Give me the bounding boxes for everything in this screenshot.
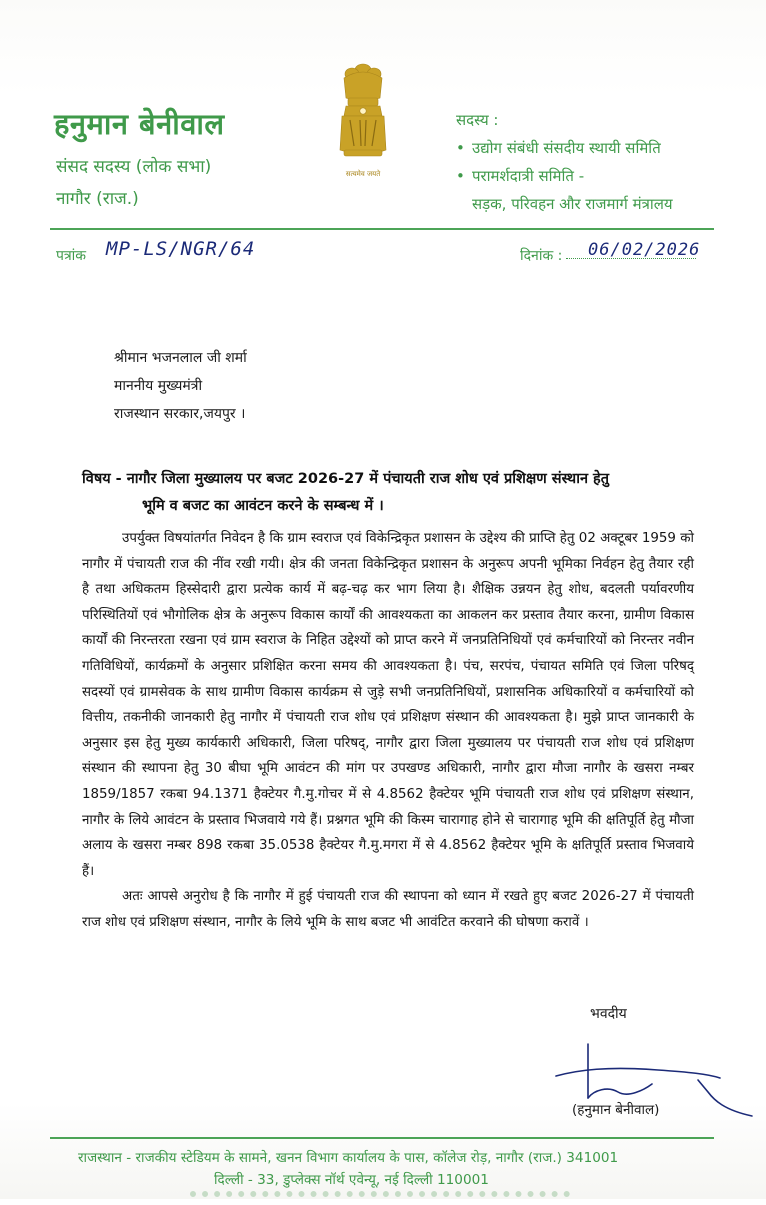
- header-divider: [50, 228, 714, 230]
- member-label: सदस्य :: [456, 111, 499, 129]
- bullet-icon: •: [456, 139, 465, 157]
- addressee-name: श्रीमान भजनलाल जी शर्मा: [114, 350, 247, 366]
- national-emblem-icon: [330, 58, 396, 188]
- committee-item-2-text: परामर्शदात्री समिति -: [472, 167, 585, 185]
- addressee-title: माननीय मुख्यमंत्री: [114, 378, 203, 394]
- footer-address-rajasthan: राजस्थान - राजकीय स्टेडियम के सामने, खनन विभाग कार्यालय के पास, कॉलेज रोड़, नागौर (राज.) 341001: [78, 1150, 619, 1166]
- footer-divider: [50, 1137, 714, 1139]
- subject-line-2: भूमि व बजट का आवंटन करने के सम्बन्ध में ।: [142, 498, 384, 514]
- subject-line-1: विषय - नागौर जिला मुख्यालय पर बजट 2026-27 में पंचायती राज शोध एवं प्रशिक्षण संस्थान हेतु: [82, 471, 610, 487]
- sender-place: नागौर (राज.): [56, 189, 139, 209]
- subject-block: [82, 466, 690, 520]
- committee-block: [456, 106, 756, 218]
- committee-item-2: [456, 162, 756, 190]
- addressee-block: [114, 344, 247, 428]
- body-paragraph-2: अतः आपसे अनुरोध है कि नागौर में हुई पंचायती राज की स्थापना को ध्यान में रखते हुए बजट 2026-27 में पंचायती राज शोध एवं प्रशिक्षण संस्थान, नागौर के लिये भूमि के साथ बजट भी आवंटित करवाने की घोषणा करावें ।: [82, 889, 694, 930]
- footer-address-delhi: दिल्ली - 33, डुप्लेक्स नॉर्थ एवेन्यू, नई दिल्ली 110001: [214, 1172, 489, 1188]
- date-label: दिनांक :: [520, 248, 563, 264]
- date-value: 06/02/2026: [588, 240, 701, 260]
- closing-salutation: भवदीय: [590, 1006, 627, 1022]
- letter-body: [82, 526, 694, 936]
- reference-number: MP-LS/NGR/64: [106, 238, 256, 260]
- sender-name: हनुमान बेनीवाल: [54, 107, 225, 141]
- signatory-name: (हनुमान बेनीवाल): [572, 1102, 660, 1118]
- reference-label: पत्रांक: [56, 248, 87, 264]
- committee-item-1: [456, 134, 756, 162]
- body-paragraph-1: उपर्युक्त विषयांतर्गत निवेदन है कि ग्राम स्वराज एवं विकेन्द्रिकृत प्रशासन के उद्देश्य की प्राप्ति हेतु 02 अक्टूबर 1959 को नागौर में पंचायती राज की नींव रखी गयी। क्षेत्र की जनता विकेन्द्रिकृत प्रशासन के अनुरूप अपनी भूमिका निर्वहन हेतु तैयार रही है तथा अधिकतम हिस्सेदारी द्वारा प्रत्येक कार्य में बढ़-चढ़ कर भाग लिया है। शैक्षिक उन्नयन हेतु शोध, बदलती पर्यावरणीय परिस्थितियों एवं भौगोलिक क्षेत्र के अनुरूप विकास कार्यों की आवश्यकता का आकलन कर प्रस्ताव तैयार करना, ग्रामीण विकास कार्यों की निरन्तरता रखना एवं ग्राम स्वराज के निहित उद्देश्यों को प्राप्त करने में जनप्रतिनिधियों एवं कर्मचारियों को निरन्तर नवीन गतिविधियों, कार्यक्रमों के अनुसार प्रशिक्षित करना समय की आवश्यकता है। पंच, सरपंच, पंचायत समिति एवं जिला परिषद् सदस्यों एवं ग्रामसेवक के साथ ग्रामीण विकास कार्यक्रम से जुड़े सभी जनप्रतिनिधियों, प्रशासनिक अधिकारियों व कर्मचारियों को वित्तीय, तकनीकी जानकारी हेतु नागौर में पंचायती राज शोध एवं प्रशिक्षण संस्थान की आवश्यकता है। मुझे प्राप्त जानकारी के अनुसार इस हेतु मुख्य कार्यकारी अधिकारी, जिला परिषद्, नागौर द्वारा जिला मुख्यालय पर पंचायती राज शोध एवं प्रशिक्षण संस्थान की स्थापना हेतु 30 बीघा भूमि आवंटन की मांग पर उपखण्ड अधिकारी, नागौर द्वारा मौजा नागौर के खसरा नम्बर 1859/1857 रकबा 94.1371 हैक्टेयर गै.मु.गोचर में से 4.8562 हैक्टेयर भूमि पंचायती राज शोध एवं प्रशिक्षण संस्थान, नागौर के लिये आवंटन के प्रस्ताव भिजवाये गये हैं। प्रश्नगत भूमि की किस्म चारागाह होने से चारागाह भूमि की क्षतिपूर्ति हेतु मौजा अलाय के खसरा नम्बर 898 रकबा 35.0538 हैक्टेयर गै.मु.मगरा में से 4.8562 हैक्टेयर भूमि के क्षतिपूर्ति प्रस्ताव भिजवाये हैं।: [82, 531, 694, 879]
- committee-item-2-detail: सड़क, परिवहन और राजमार्ग मंत्रालय: [472, 195, 673, 213]
- sender-role: संसद सदस्य (लोक सभा): [56, 157, 212, 177]
- emblem-motto: सत्यमेव जयते: [345, 170, 381, 178]
- committee-item-1-text: उद्योग संबंधी संसदीय स्थायी समिति: [472, 139, 661, 157]
- footer-cut-off-line: [190, 1191, 570, 1205]
- bullet-icon: •: [456, 167, 465, 185]
- addressee-office: राजस्थान सरकार,जयपुर ।: [114, 406, 246, 422]
